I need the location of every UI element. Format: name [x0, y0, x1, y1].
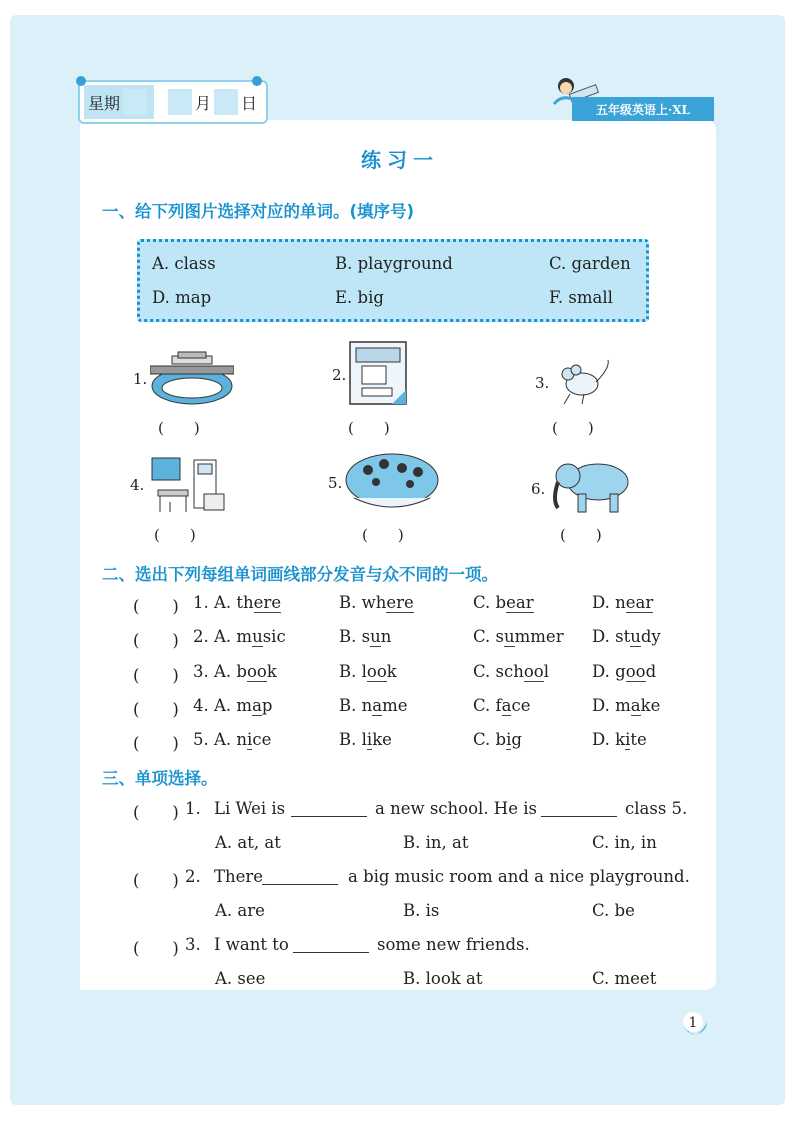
question-stem: There: [214, 867, 264, 886]
answer-paren[interactable]: ( ): [158, 419, 200, 437]
answer-paren[interactable]: ( ): [154, 526, 196, 544]
answer-blank[interactable]: [291, 801, 367, 817]
word-option-d[interactable]: [592, 593, 653, 612]
word-part: C. f: [473, 695, 502, 715]
word-part: ke: [372, 730, 392, 750]
option-c: C. garden: [549, 254, 631, 273]
word-part: p: [261, 695, 273, 715]
word-option-c[interactable]: [473, 662, 549, 681]
mc-options-3: [215, 969, 695, 991]
underlined-part: a: [630, 695, 641, 715]
word-part: sic: [262, 627, 286, 647]
word-part: te: [630, 730, 647, 750]
word-part: D. st: [592, 627, 631, 647]
word-part: k: [386, 661, 397, 681]
word-part: B. wh: [339, 593, 387, 612]
option-d: D. map: [152, 288, 212, 307]
word-option-a[interactable]: [214, 730, 271, 749]
phonics-row: [133, 627, 693, 649]
underlined-part: i: [625, 730, 631, 750]
mc-question-3: [133, 935, 713, 957]
word-part: l: [543, 661, 550, 681]
word-option-b[interactable]: [339, 696, 408, 715]
answer-paren[interactable]: ( ): [133, 803, 179, 822]
word-part: mmer: [514, 627, 564, 647]
mc-option[interactable]: C. in, in: [592, 833, 657, 852]
answer-paren[interactable]: ( ): [560, 526, 602, 544]
page-number: 1: [688, 1015, 698, 1031]
option-f: F. small: [549, 288, 613, 307]
word-part: ce: [252, 730, 272, 750]
phonics-row: [133, 730, 693, 752]
question-number: 3.: [193, 661, 209, 681]
word-part: B. s: [339, 627, 371, 647]
mc-option[interactable]: B. look at: [403, 969, 483, 988]
underlined-part: u: [252, 627, 263, 647]
word-part: ke: [640, 695, 661, 715]
answer-paren[interactable]: ( ): [133, 871, 179, 890]
book-tag: 五年级英语上·XL: [572, 97, 714, 121]
answer-paren[interactable]: ( ): [133, 699, 179, 719]
word-part: A. n: [214, 730, 248, 750]
phonics-row: [133, 662, 693, 684]
word-option-d[interactable]: [592, 730, 647, 749]
underlined-part: u: [370, 627, 381, 647]
pin-icon: [252, 76, 262, 86]
underlined-part: oo: [625, 661, 646, 681]
word-option-c[interactable]: [473, 627, 564, 646]
answer-paren[interactable]: ( ): [552, 419, 594, 437]
question-stem: class 5.: [625, 799, 688, 818]
question-stem: a new school. He is: [375, 799, 537, 818]
mc-question-1: [133, 799, 713, 821]
underlined-part: oo: [366, 661, 387, 681]
mc-option[interactable]: A. at, at: [215, 833, 281, 852]
classroom-icon: [148, 454, 228, 516]
word-part: D. n: [592, 593, 626, 612]
word-part: D. m: [592, 695, 631, 715]
underlined-part: u: [504, 627, 515, 647]
word-part: A. m: [214, 627, 253, 647]
word-part: B. l: [339, 730, 367, 750]
option-b: B. playground: [335, 254, 453, 273]
stadium-icon: [150, 350, 234, 408]
question-stem: some new friends.: [377, 935, 530, 954]
word-option-d[interactable]: [592, 662, 656, 681]
underlined-part: a: [372, 695, 383, 715]
word-option-b[interactable]: [339, 730, 392, 749]
word-part: D. k: [592, 730, 626, 750]
word-part: B. n: [339, 695, 373, 715]
picture-number: 2.: [332, 366, 347, 384]
page-number-badge: [679, 1006, 711, 1038]
word-part: g: [511, 730, 522, 750]
question-number: 5.: [193, 730, 209, 750]
picture-number: 3.: [535, 374, 550, 392]
word-option-b[interactable]: [339, 593, 414, 612]
underlined-part: i: [506, 730, 512, 750]
phonics-row: [133, 593, 693, 615]
date-box: [78, 80, 268, 124]
answer-blank[interactable]: [262, 869, 338, 885]
word-part: k: [266, 661, 277, 681]
word-option-c[interactable]: [473, 593, 534, 612]
question-stem: a big music room and a nice playground.: [348, 867, 690, 886]
underlined-part: ere: [386, 593, 414, 612]
question-number: 4.: [193, 695, 209, 715]
underlined-part: i: [366, 730, 373, 750]
word-part: D. g: [592, 661, 626, 681]
underlined-part: a: [501, 695, 512, 715]
word-option-c[interactable]: [473, 730, 522, 749]
word-part: C. b: [473, 730, 507, 750]
underlined-part: i: [247, 730, 253, 750]
question-number: 3.: [185, 935, 201, 954]
answer-paren[interactable]: ( ): [133, 631, 179, 651]
word-option-a[interactable]: [214, 662, 277, 681]
word-part: B. l: [339, 661, 367, 681]
weekday-label: 星期: [84, 85, 154, 119]
garden-icon: [344, 450, 440, 512]
month-blank[interactable]: [168, 89, 192, 115]
month-label: 月: [195, 93, 212, 113]
underlined-part: ear: [625, 593, 654, 612]
answer-blank[interactable]: [541, 801, 617, 817]
word-option-a[interactable]: [214, 593, 281, 612]
answer-paren[interactable]: ( ): [133, 939, 179, 958]
underlined-part: ear: [506, 593, 534, 612]
word-option-b[interactable]: [339, 662, 397, 681]
answer-paren[interactable]: ( ): [133, 597, 179, 616]
answer-paren[interactable]: ( ): [133, 734, 179, 754]
phonics-row: [133, 696, 693, 718]
answer-paren[interactable]: ( ): [362, 526, 404, 544]
option-e: E. big: [335, 288, 384, 307]
question-stem: Li Wei is: [214, 799, 286, 818]
underlined-part: u: [630, 627, 641, 647]
question-number: 2.: [185, 867, 201, 886]
picture-number: 4.: [130, 476, 145, 494]
mc-option[interactable]: B. is: [403, 901, 440, 920]
answer-paren[interactable]: ( ): [133, 665, 179, 685]
day-blank[interactable]: [214, 89, 238, 115]
word-part: C. sch: [473, 661, 524, 681]
mouse-icon: [554, 358, 614, 408]
mc-question-2: [133, 867, 713, 889]
word-part: n: [380, 627, 392, 647]
word-option-a[interactable]: [214, 627, 286, 646]
word-part: d: [645, 661, 657, 681]
word-options-box: [137, 239, 649, 322]
mc-option[interactable]: C. meet: [592, 969, 657, 988]
day-label: 日: [241, 93, 258, 113]
mc-option[interactable]: B. in, at: [403, 833, 469, 852]
picture-number: 6.: [531, 480, 546, 498]
word-part: A. th: [214, 593, 254, 612]
word-part: C. s: [473, 627, 504, 647]
mc-option[interactable]: C. be: [592, 901, 635, 920]
page-title: 练习一: [361, 148, 439, 172]
weekday-blank[interactable]: [123, 89, 147, 115]
question-number: 2.: [193, 627, 209, 647]
word-part: A. b: [214, 661, 247, 681]
answer-paren[interactable]: ( ): [348, 419, 390, 437]
word-option-c[interactable]: [473, 696, 531, 715]
underlined-part: ere: [253, 593, 282, 612]
word-option-d[interactable]: [592, 696, 660, 715]
pin-icon: [76, 76, 86, 86]
word-part: ce: [511, 695, 531, 715]
word-option-a[interactable]: [214, 696, 272, 715]
section3-heading: 三、单项选择。: [102, 769, 218, 788]
picture-number: 1.: [133, 370, 148, 388]
word-part: me: [382, 695, 408, 715]
question-stem: I want to: [214, 935, 289, 954]
word-option-b[interactable]: [339, 627, 391, 646]
word-part: A. m: [214, 695, 253, 715]
underlined-part: oo: [523, 661, 544, 681]
question-number: 1.: [185, 799, 201, 818]
picture-number: 5.: [328, 474, 343, 492]
section1-heading: 一、给下列图片选择对应的单词。(填序号): [102, 202, 415, 221]
underlined-part: a: [252, 695, 262, 715]
option-a: A. class: [152, 254, 216, 273]
mc-option[interactable]: A. are: [215, 901, 265, 920]
mc-options-2: [215, 901, 695, 923]
mc-option[interactable]: A. see: [215, 969, 266, 988]
elephant-icon: [548, 456, 632, 516]
word-option-d[interactable]: [592, 627, 661, 646]
word-part: dy: [640, 627, 661, 647]
underlined-part: oo: [246, 661, 267, 681]
mc-options-1: [215, 833, 695, 855]
word-part: C. b: [473, 593, 507, 612]
map-icon: [348, 340, 410, 408]
answer-blank[interactable]: [293, 937, 369, 953]
question-number: 1.: [193, 593, 209, 612]
section2-heading: 二、选出下列每组单词画线部分发音与众不同的一项。: [102, 565, 498, 584]
